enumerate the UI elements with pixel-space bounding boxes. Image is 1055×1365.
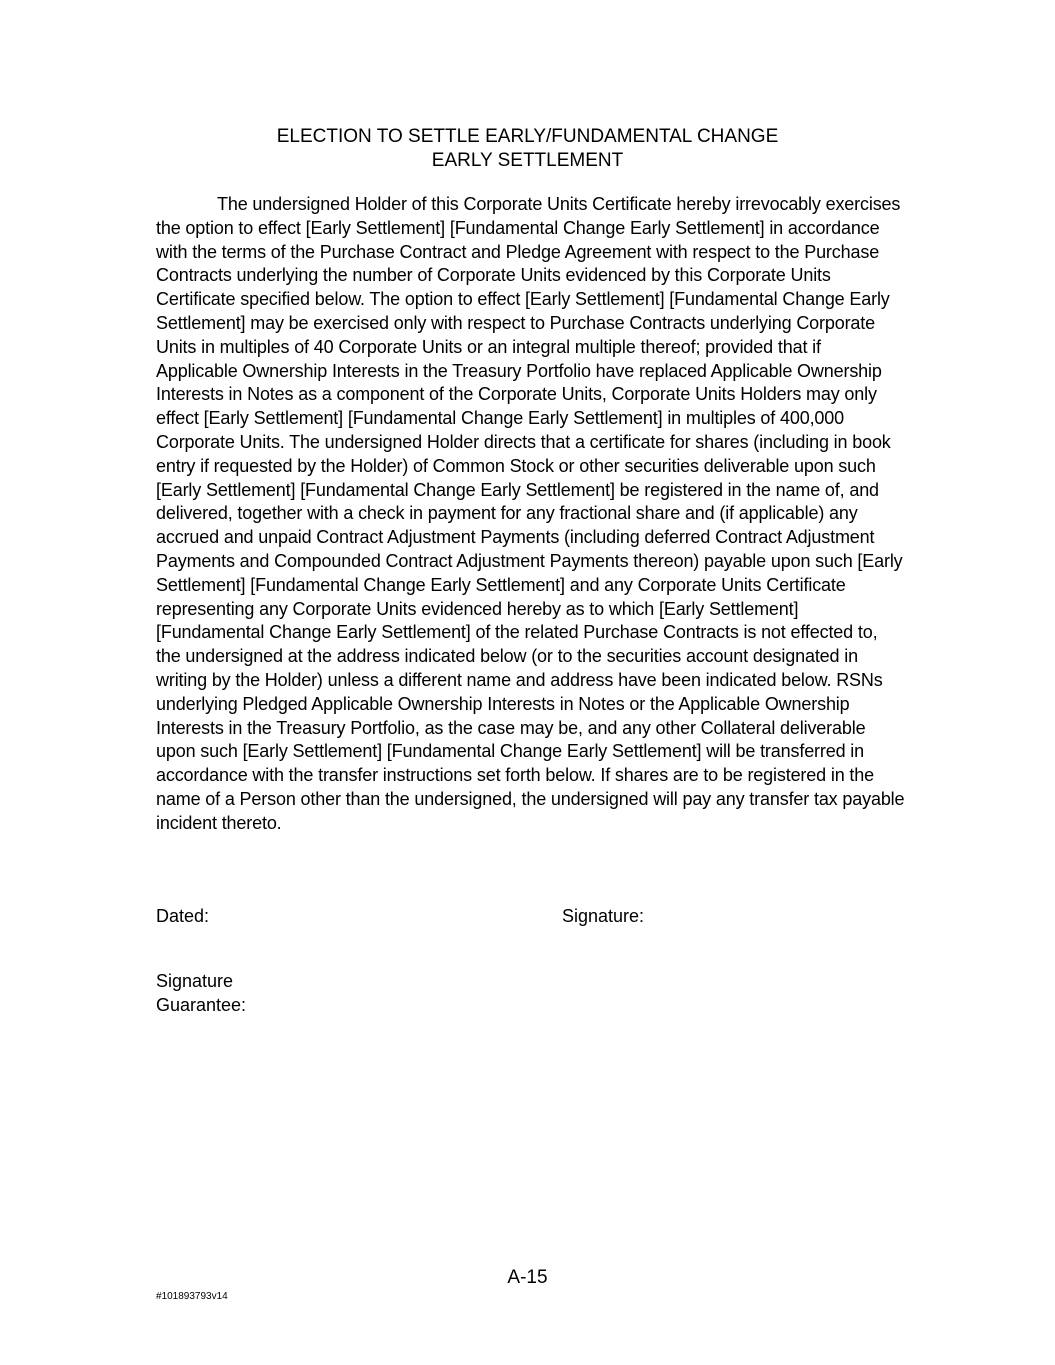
election-paragraph: The undersigned Holder of this Corporate Units Certificate hereby irrevocably exercises the option to effect [Early Settlement] [Fundamental Change Early Settlement] in accordance with the terms of the Purchase Contract and Pledge Agreement with respect to the Purchase Contracts underlying the number of Corporate Units evidenced by this Corporate Units Certificate specified below. The option to effect [Early Settlement] [Fundamental Change Early Settlement] may be exercised only with respect to Purchase Contracts underlying Corporate Units in multiples of 40 Corporate Units or an integral multiple thereof; provided that if Applicable Ownership Interests in the Treasury Portfolio have replaced Applicable Ownership Interests in Notes as a component of the Corporate Units, Corporate Units Holders may only effect [Early Settlement] [Fundamental Change Early Settlement] in multiples of 400,000 Corporate Units. The undersigned Holder directs that a certificate for shares (including in book entry if requested by the Holder) of Common Stock or other securities deliverable upon such [Early Settlement] [Fundamental Change Early Settlement] be registered in the name of, and delivered, together with a check in payment for any fractional share and (if applicable) any accrued and unpaid Contract Adjustment Payments (including deferred Contract Adjustment Payments and Compounded Contract Adjustment Payments thereon) payable upon such [Early Settlement] [Fundamental Change Early Settlement] and any Corporate Units Certificate representing any Corporate Units evidenced hereby as to which [Early Settlement] [Fundamental Change Early Settlement] of the related Purchase Contracts is not effected to, the undersigned at the address indicated below (or to the securities account designated in writing by the Holder) unless a different name and address have been indicated below. RSNs underlying Pledged Applicable Ownership Interests in Notes or the Applicable Ownership Interests in the Treasury Portfolio, as the case may be, and any other Collateral deliverable upon such [Early Settlement] [Fundamental Change Early Settlement] will be transferred in accordance with the transfer instructions set forth below. If shares are to be registered in the name of a Person other than the undersigned, the undersigned will pay any transfer tax payable incident thereto. [156, 194, 905, 833]
signature-guarantee-label [156, 969, 296, 1017]
guarantee-line-2: Guarantee: [156, 995, 247, 1015]
title-line-1: ELECTION TO SETTLE EARLY/FUNDAMENTAL CHANGE [276, 126, 779, 147]
page-title [0, 125, 1055, 173]
signature-label: Signature: [562, 906, 645, 926]
guarantee-line-1: Signature [156, 971, 234, 991]
document-id: #101893793v14 [156, 1291, 228, 1302]
page-number: A-15 [507, 1267, 548, 1288]
title-line-2: EARLY SETTLEMENT [431, 150, 624, 171]
dated-label: Dated: [156, 906, 210, 926]
